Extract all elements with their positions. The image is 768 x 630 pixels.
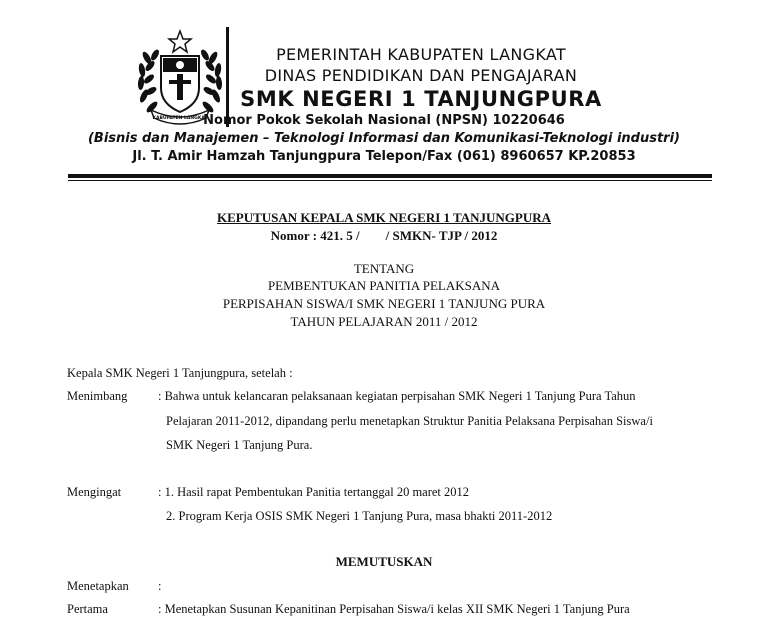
logo-ribbon-text: KABUPATEN LANGKAT	[152, 116, 208, 121]
letterhead-rule-thick	[68, 174, 712, 178]
mengingat-line-2: 2. Program Kerja OSIS SMK Negeri 1 Tanjung Pura, masa bhakti 2011-2012	[166, 509, 553, 523]
memutuskan-heading: MEMUTUSKAN	[335, 554, 433, 569]
letterhead-rule-thin	[68, 180, 712, 181]
opening-text: Kepala SMK Negeri 1 Tanjungpura, setelah :	[67, 366, 293, 380]
npsn-line: Nomor Pokok Sekolah Nasional (NPSN) 10220646	[203, 113, 565, 128]
fields-line: (Bisnis dan Manajemen – Teknologi Informasi dan Komunikasi-Teknologi industri)	[87, 131, 680, 146]
menimbang-line-1: : Bahwa untuk kelancaran pelaksanaan kegiatan perpisahan SMK Negeri 1 Tanjung Pura Tahun	[158, 389, 636, 403]
decree-about: TENTANG	[353, 261, 415, 276]
decree-subject-1: PEMBENTUKAN PANITIA PELAKSANA	[267, 278, 501, 293]
department-line: DINAS PENDIDIKAN DAN PENGAJARAN	[264, 66, 578, 85]
letterhead-divider-vertical	[226, 27, 229, 127]
address-line: Jl. T. Amir Hamzah Tanjungpura Telepon/Fax (061) 8960657 KP.20853	[132, 149, 636, 164]
menetapkan-label: Menetapkan	[67, 579, 129, 593]
regency-emblem-logo	[133, 28, 227, 126]
school-name: SMK NEGERI 1 TANJUNGPURA	[240, 87, 602, 111]
menimbang-line-3: SMK Negeri 1 Tanjung Pura.	[166, 438, 313, 452]
decree-number: Nomor : 421. 5 / / SMKN- TJP / 2012	[270, 228, 498, 243]
menimbang-line-2: Pelajaran 2011-2012, dipandang perlu menetapkan Struktur Panitia Pelaksana Perpisahan Siswa/i	[166, 414, 653, 428]
government-line: PEMERINTAH KABUPATEN LANGKAT	[276, 45, 566, 64]
menimbang-label: Menimbang	[67, 389, 128, 403]
pertama-text: : Menetapkan Susunan Kepanitinan Perpisahan Siswa/i kelas XII SMK Negeri 1 Tanjung Pura	[158, 602, 630, 616]
decree-subject-2: PERPISAHAN SISWA/I SMK NEGERI 1 TANJUNG PURA	[222, 296, 546, 311]
mengingat-label: Mengingat	[67, 485, 122, 499]
pertama-label: Pertama	[67, 602, 108, 616]
decree-subject-3: TAHUN PELAJARAN 2011 / 2012	[290, 314, 478, 329]
menetapkan-colon: :	[158, 579, 162, 593]
decree-title: KEPUTUSAN KEPALA SMK NEGERI 1 TANJUNGPURA	[216, 210, 552, 225]
mengingat-line-1: : 1. Hasil rapat Pembentukan Panitia tertanggal 20 maret 2012	[158, 485, 470, 499]
